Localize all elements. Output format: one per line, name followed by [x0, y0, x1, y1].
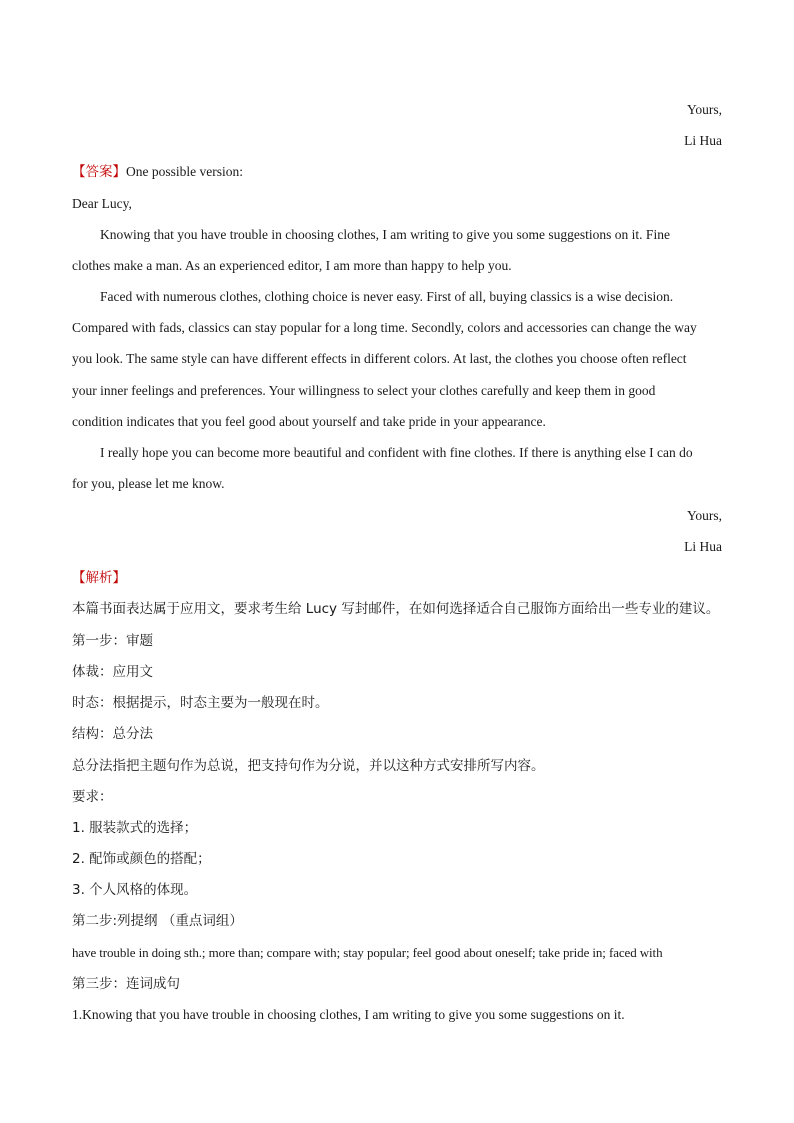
paragraph-2-line-2: Compared with fads, classics can stay popular for a long time. Secondly, colors and accessories can change the way: [72, 320, 697, 335]
signature: Li Hua: [684, 539, 722, 554]
answer-header: [72, 162, 722, 182]
analysis-line-14: 1.Knowing that you have trouble in choosing clothes, I am writing to give you some suggestions on it.: [72, 1007, 625, 1022]
paragraph-2-line-4: your inner feelings and preferences. Your willingness to select your clothes carefully and keep them in good: [72, 383, 656, 398]
paragraph-3-line-2: for you, please let me know.: [72, 476, 225, 491]
analysis-line-2: 第一步：审题: [72, 633, 153, 649]
signature-top: Li Hua: [684, 133, 722, 148]
analysis-line-1: 本篇书面表达属于应用文，要求考生给 Lucy 写封邮件，在如何选择适合自己服饰方面给出一些专业的建议。: [72, 601, 720, 617]
paragraph-3-line-1: I really hope you can become more beautiful and confident with fine clothes. If there is anything else I can do: [100, 445, 693, 460]
analysis-line-11: 第二步:列提纲 （重点词组）: [72, 913, 243, 929]
paragraph-2-line-1: Faced with numerous clothes, clothing choice is never easy. First of all, buying classics is a wise decision.: [100, 289, 674, 304]
analysis-line-9: 2. 配饰或颜色的搭配；: [72, 851, 211, 867]
analysis-line-10: 3. 个人风格的体现。: [72, 882, 198, 898]
analysis-line-3: 体裁：应用文: [72, 664, 153, 680]
closing-top: Yours,: [686, 102, 722, 117]
analysis-line-5: 结构：总分法: [72, 726, 153, 742]
answer-intro: One possible version:: [126, 164, 243, 179]
paragraph-2-line-3: you look. The same style can have different effects in different colors. At last, the clothes you choose often reflect: [72, 351, 687, 366]
paragraph-1-line-1: Knowing that you have trouble in choosing clothes, I am writing to give you some suggestions on it. Fine: [100, 227, 670, 242]
analysis-line-4: 时态：根据提示，时态主要为一般现在时。: [72, 695, 329, 711]
paragraph-2-line-5: condition indicates that you feel good about yourself and take pride in your appearance.: [72, 414, 546, 429]
closing: Yours,: [686, 508, 722, 523]
salutation: Dear Lucy,: [72, 196, 132, 211]
answer-tag: 【答案】: [72, 164, 126, 180]
analysis-line-8: 1. 服装款式的选择；: [72, 820, 198, 836]
analysis-line-13: 第三步：连词成句: [72, 976, 180, 992]
paragraph-1-line-2: clothes make a man. As an experienced editor, I am more than happy to help you.: [72, 258, 512, 273]
analysis-tag: 【解析】: [72, 570, 126, 586]
analysis-line-7: 要求：: [72, 789, 113, 805]
analysis-line-12: have trouble in doing sth.; more than; compare with; stay popular; feel good about oneself; take pride in; faced with: [72, 945, 663, 960]
analysis-line-6: 总分法指把主题句作为总说，把支持句作为分说，并以这种方式安排所写内容。: [72, 758, 545, 774]
